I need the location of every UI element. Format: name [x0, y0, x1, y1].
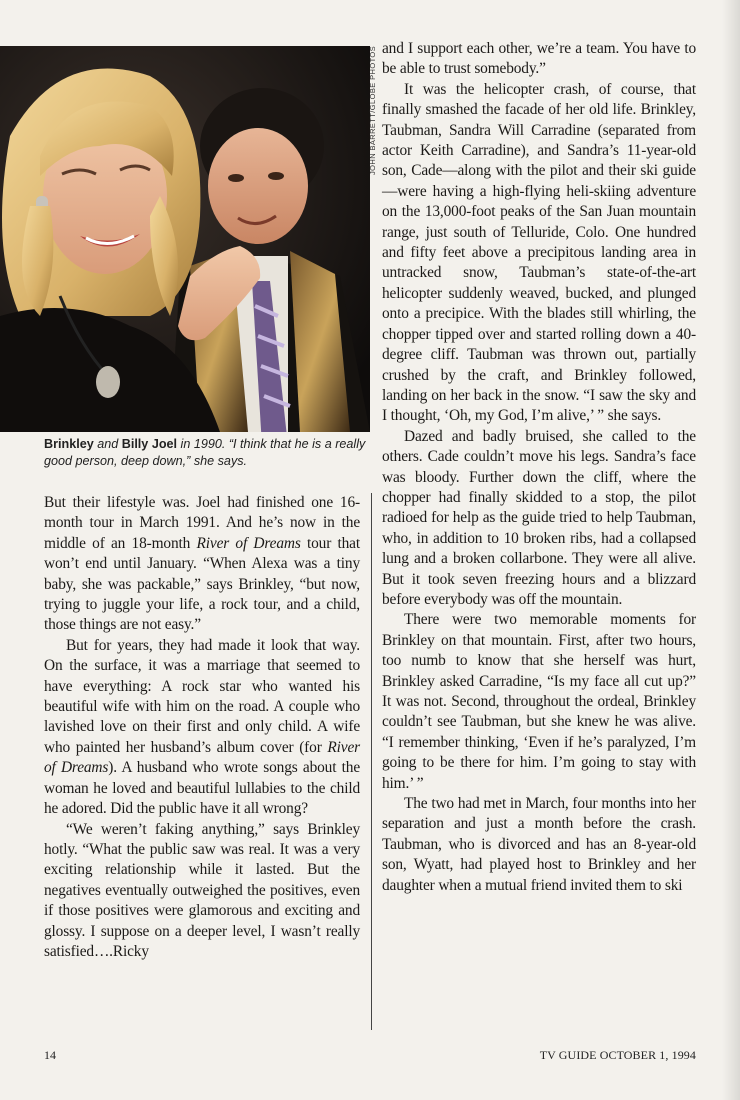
column-divider — [371, 493, 372, 1030]
album-title: River of Dreams — [44, 738, 360, 777]
caption-connector: and — [93, 437, 122, 451]
paragraph — [44, 636, 360, 820]
paragraph-text: But their lifestyle was. Joel had finished one 16-month tour in March 1991. And he’s now in the middle of an 18-month — [44, 494, 360, 552]
page-edge-shadow — [722, 0, 740, 1100]
right-column — [382, 39, 696, 896]
paragraph — [44, 493, 360, 636]
publication-footer: TV GUIDE OCTOBER 1, 1994 — [539, 1048, 696, 1062]
paragraph-text: ). A husband who wrote songs about the woman he loved and beautiful lullabies to the child he adored. Did the public have it all wrong? — [44, 759, 361, 818]
page-number: 14 — [44, 1048, 56, 1062]
paragraph-text: But for years, they had made it look that way. On the surface, it was a marriage that seemed to have everything: A rock star who wanted his beautiful wife with him on the road. A couple who lavished love on their first and only child. A wife who painted her husband’s album cover (for — [44, 636, 360, 756]
photo-caption — [44, 436, 374, 470]
caption-name-brinkley: Brinkley — [44, 437, 94, 451]
paragraph: It was the helicopter crash, of course, that finally smashed the facade of her old life. Brinkley, Taubman, Sandra Will Carradine (separated from actor Keith Carradine), and Sandra’s 11-year-old son, Cade—along with the pilot and their ski guide—were having a high-flying heli-skiing adventure on the 13,000-foot peaks of the San Juan mountain range, just south of Telluride, Colo. One hundred and fifty feet above a precipitous landing area in untracked snow, Taubman’s state-of-the-art helicopter suddenly weaved, bucked, and plunged onto a precipice. With the blades still whirling, the chopper tipped over and started rolling down a 40-degree cliff. Taubman was thrown out, partially crushed by the craft, and Brinkley followed, landing on her back in the snow. “I saw the sky and I thought, ‘Oh, my God, I’m alive,’ ” she says. — [382, 80, 696, 425]
paragraph: Dazed and badly bruised, she called to the others. Cade couldn’t move his legs. Sandra’s face was bloody. Further down the cliff, where the chopper had finally skidded to a stop, the pilot radioed for help as the guide tried to help Taubman, who, in addition to 10 broken ribs, had a collapsed lung and a broken collarbone. They were all alive. But it took seven freezing hours and a blizzard before everybody was off the mountain. — [382, 427, 696, 608]
paragraph: The two had met in March, four months into her separation and just a month before the crash. Taubman, who is divorced and has an 8-year-old son, Wyatt, had played host to Brinkley and her daughter when a mutual friend invited them to ski — [382, 795, 696, 894]
paragraph-text: tour that won’t end until January. “When Alexa was a tiny baby, she was packable,” says Brinkley, “but now, trying to juggle your life, a rock tour, and a child, those things are not easy.” — [44, 534, 360, 634]
caption-name-joel: Billy Joel — [121, 437, 178, 451]
caption-text: in 1990. “I think that he is a really good person, deep down,” she says. — [44, 437, 366, 468]
couple-photo-illustration — [0, 46, 370, 432]
couple-photo — [0, 46, 370, 432]
left-column — [44, 493, 360, 962]
paragraph: There were two memorable moments for Brinkley on that mountain. First, after two hours, too numb to know that she herself was hurt, Brinkley asked Carradine, “Is my face all cut up?” It was not. Second, throughout the ordeal, Brinkley couldn’t see Taubman, but she knew he was alive. “I remember thinking, ‘Even if he’s paralyzed, I’m going to be there for him. I’m going to stay with him.’ ” — [382, 611, 696, 792]
paragraph: and I support each other, we’re a team. You have to be able to trust somebody.” — [382, 40, 696, 78]
album-title: River of Dreams — [196, 534, 301, 552]
paragraph: “We weren’t faking anything,” says Brinkley hotly. “What the public saw was real. It was a very exciting relationship while it lasted. But the negatives eventually outweighed the positives, even if those positives were glamorous and exciting and glossy. I suppose on a deeper level, I wasn’t really satisfied….Ricky — [44, 820, 360, 960]
photo-credit: JOHN BARRETT/GLOBE PHOTOS — [368, 46, 377, 176]
